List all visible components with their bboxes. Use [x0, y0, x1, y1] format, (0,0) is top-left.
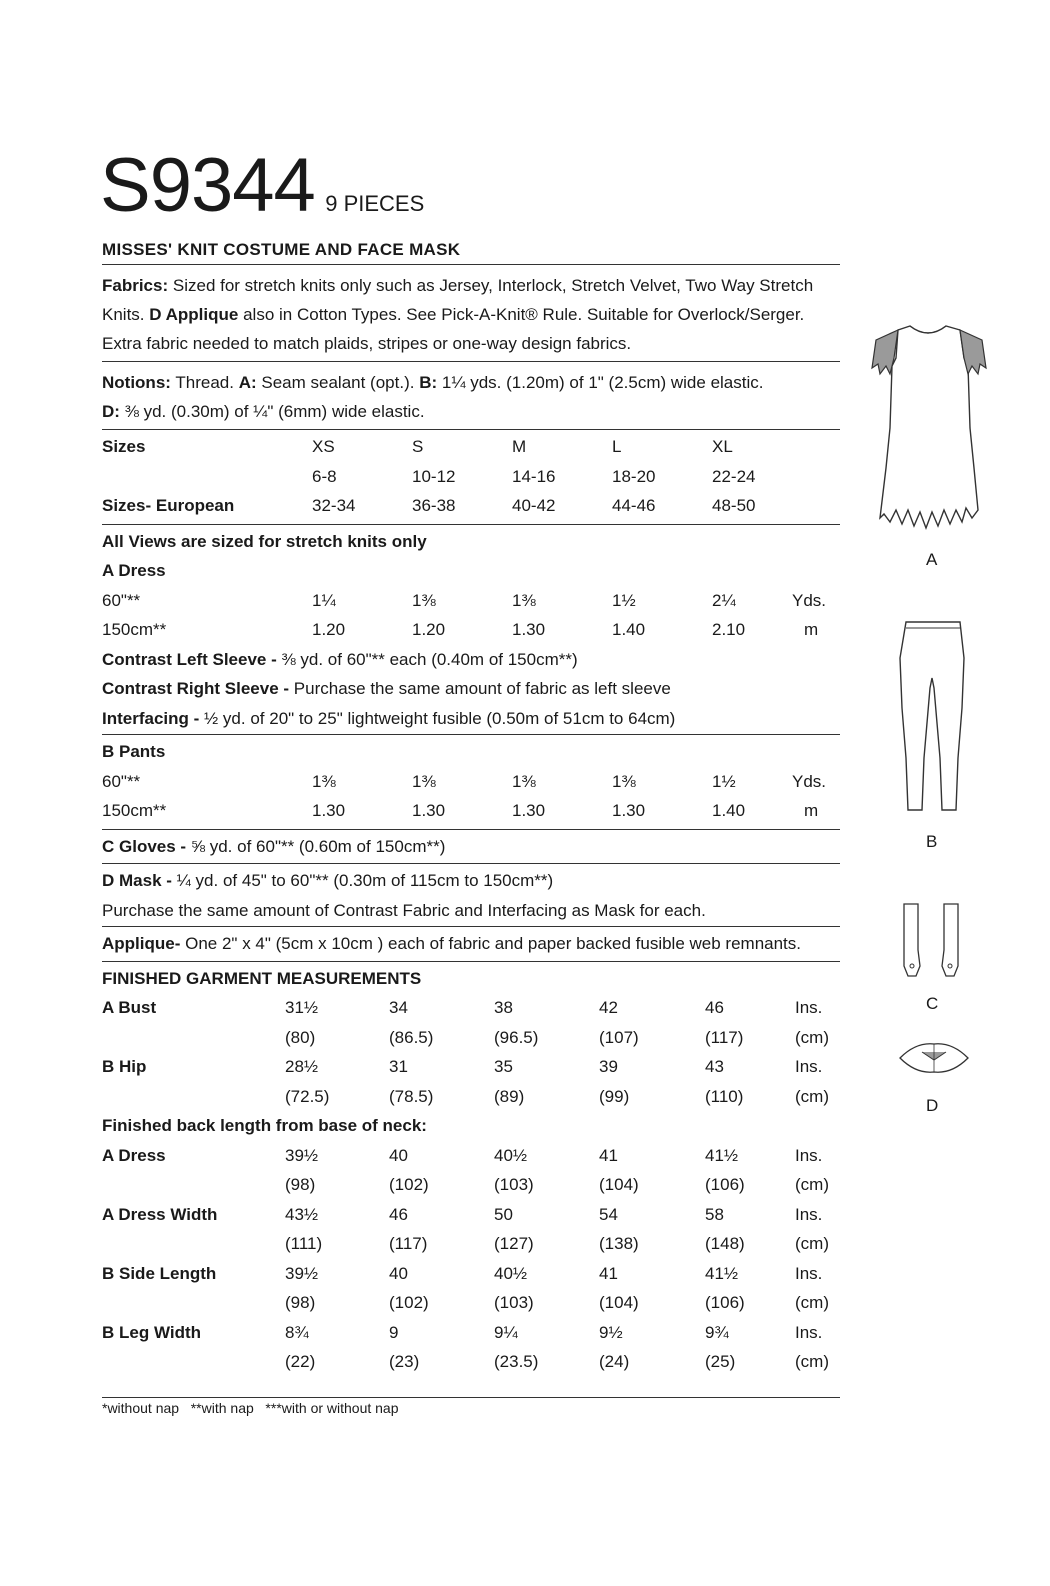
pieces-count: 9 PIECES: [325, 191, 425, 216]
measurement-label: B Hip: [102, 1057, 147, 1076]
mask-note: Purchase the same amount of Contrast Fabric and Interfacing as Mask for each.: [102, 900, 706, 920]
back-length-heading: Finished back length from base of neck:: [102, 1116, 427, 1135]
size-number: 22-24: [712, 466, 756, 486]
yardage-value: 1.20: [412, 620, 446, 639]
unit-cm: (cm): [795, 1027, 829, 1047]
size-number: 10-12: [412, 466, 456, 486]
size-european: 36-38: [412, 496, 456, 515]
mask-label: D Mask -: [102, 871, 172, 890]
interfacing-label: Interfacing -: [102, 708, 200, 728]
measurement-value: 40: [389, 1263, 408, 1283]
measurement-value: 41½: [705, 1145, 739, 1165]
yardage-value: 1½: [712, 771, 736, 791]
left-sleeve-line: [102, 645, 840, 675]
sizes-table: [102, 430, 840, 521]
gloves-label: C Gloves -: [102, 836, 187, 856]
measurement-label: B Side Length: [102, 1263, 217, 1283]
yardage-value: 1⅜: [612, 771, 636, 791]
measurement-cm: (23): [389, 1352, 420, 1371]
yardage-row: [102, 586, 840, 616]
unit-ins: Ins.: [795, 1057, 823, 1076]
size-european: 48-50: [712, 496, 756, 515]
fabrics-section: [102, 265, 840, 361]
right-sleeve-text: Purchase the same amount of fabric as left sleeve: [293, 679, 671, 698]
measurement-value: 54: [599, 1204, 618, 1224]
measurement-cm: (80): [285, 1027, 316, 1047]
applique-label: D Applique: [149, 305, 239, 324]
measurement-row: [102, 1052, 840, 1082]
measurement-cm: (106): [705, 1293, 745, 1312]
measurement-row: [102, 1170, 840, 1200]
a-dress-heading: A Dress: [102, 561, 166, 580]
measurement-value: 39½: [285, 1145, 319, 1165]
divider: [102, 1397, 840, 1398]
notions-thread: Thread.: [175, 373, 234, 392]
divider: [102, 926, 840, 927]
measurement-row: [102, 1347, 840, 1377]
measurement-label: A Dress: [102, 1145, 166, 1165]
yardage-value: 1⅜: [512, 590, 536, 610]
measurement-label: A Bust: [102, 998, 157, 1017]
sizes-european-row: [102, 491, 840, 521]
pattern-title: MISSES' KNIT COSTUME AND FACE MASK: [102, 240, 461, 259]
yardage-value: 1¼: [312, 590, 336, 610]
view-a-label: A: [926, 550, 938, 569]
gloves-line: [102, 832, 840, 862]
measurement-value: 8¾: [285, 1322, 309, 1342]
unit-cm: (cm): [795, 1234, 829, 1253]
left-sleeve-text: ⅜ yd. of 60"** each (0.40m of 150cm**): [281, 649, 578, 669]
measurement-cm: (24): [599, 1352, 630, 1371]
measurement-value: 35: [494, 1057, 513, 1076]
right-sleeve-line: [102, 674, 840, 704]
notions-b-label: B:: [419, 373, 438, 392]
yardage-value: 1.30: [612, 801, 646, 820]
measurement-value: 9: [389, 1322, 399, 1342]
view-d-label: D: [926, 1096, 939, 1115]
measurement-value: 34: [389, 998, 408, 1017]
pattern-number: S9344: [100, 143, 315, 228]
measurement-value: 28½: [285, 1057, 319, 1076]
unit-ins: Ins.: [795, 1322, 823, 1342]
yardage-value: 1½: [612, 590, 636, 610]
measurement-value: 46: [389, 1204, 408, 1224]
measurement-value: 43: [705, 1057, 724, 1076]
notions-b-text: 1¼ yds. (1.20m) of 1" (2.5cm) wide elastic.: [441, 373, 764, 392]
yardage-value: 1⅜: [312, 771, 336, 791]
measurement-value: 58: [705, 1204, 724, 1224]
nap-footnote: *without nap **with nap ***with or without nap: [102, 1400, 399, 1416]
measurements-heading: FINISHED GARMENT MEASUREMENTS: [102, 968, 422, 988]
view-b-label: B: [926, 832, 938, 851]
measurement-value: 41½: [705, 1263, 739, 1283]
yardage-value: 1⅜: [412, 771, 436, 791]
pattern-info: [102, 264, 840, 1377]
notions-a-label: A:: [238, 373, 257, 392]
measurement-row: [102, 1023, 840, 1053]
measurement-cm: (25): [705, 1352, 736, 1371]
measurement-cm: (86.5): [389, 1027, 434, 1047]
yardage-unit: Yds.: [792, 771, 827, 791]
unit-ins: Ins.: [795, 1263, 823, 1283]
measurement-value: 39: [599, 1057, 618, 1076]
measurement-value: 40½: [494, 1145, 528, 1165]
measurement-cm: (103): [494, 1293, 534, 1312]
fabric-width-label: 60"**: [102, 590, 141, 610]
measurement-value: 40: [389, 1145, 408, 1165]
unit-cm: (cm): [795, 1352, 829, 1371]
yardage-row: [102, 615, 840, 645]
fabric-width-label: 150cm**: [102, 801, 167, 820]
yardage-value: 1.30: [512, 801, 546, 820]
fabric-width-label: 150cm**: [102, 620, 167, 639]
fabrics-text-2: also in Cotton Types. See Pick-A-Knit® Rule. Suitable for Overlock/Serger. Extra fabric needed to match plaids, stripes or one-way design fabrics.: [102, 305, 805, 353]
measurement-cm: (110): [705, 1086, 744, 1106]
measurement-cm: (102): [389, 1175, 429, 1194]
size-european: 44-46: [612, 496, 656, 515]
yardage-a-section: [102, 525, 840, 734]
measurement-cm: (72.5): [285, 1086, 330, 1106]
yardage-unit: m: [804, 801, 819, 820]
measurement-cm: (98): [285, 1293, 316, 1312]
measurement-value: 50: [494, 1204, 513, 1224]
notions-a-text: Seam sealant (opt.).: [261, 373, 415, 392]
notions-d-text: ⅜ yd. (0.30m) of ¼" (6mm) wide elastic.: [124, 402, 425, 421]
unit-cm: (cm): [795, 1175, 829, 1194]
measurement-cm: (111): [285, 1234, 323, 1253]
measurement-cm: (78.5): [389, 1086, 434, 1106]
yardage-value: 1⅜: [412, 590, 436, 610]
fabrics-label: Fabrics:: [102, 276, 169, 295]
size-letter: XL: [712, 437, 733, 456]
measurement-value: 39½: [285, 1263, 319, 1283]
interfacing-text: ½ yd. of 20" to 25" lightweight fusible (0.50m of 51cm to 64cm): [204, 708, 676, 728]
unit-ins: Ins.: [795, 998, 823, 1017]
size-european: 32-34: [312, 496, 356, 515]
yardage-unit: Yds.: [792, 590, 827, 610]
measurement-cm: (98): [285, 1175, 316, 1194]
yardage-value: 1.40: [612, 620, 646, 639]
measurement-cm: (107): [599, 1027, 639, 1047]
mask-text: ¼ yd. of 45" to 60"** (0.30m of 115cm to 150cm**): [176, 871, 554, 890]
yardage-value: 1.30: [412, 801, 446, 820]
measurement-value: 40½: [494, 1263, 528, 1283]
size-letter: XS: [312, 437, 335, 456]
measurement-cm: (103): [494, 1175, 534, 1194]
measurement-value: 41: [599, 1145, 618, 1165]
finished-measurements: [102, 962, 840, 1377]
stretch-knits-note: All Views are sized for stretch knits only: [102, 531, 427, 551]
view-b-pants-illustration: [892, 618, 974, 816]
yardage-row: [102, 767, 840, 797]
yardage-unit: m: [804, 620, 819, 639]
unit-cm: (cm): [795, 1293, 829, 1312]
b-pants-heading: B Pants: [102, 742, 166, 761]
mask-line: [102, 866, 840, 896]
measurement-cm: (22): [285, 1352, 316, 1371]
left-sleeve-label: Contrast Left Sleeve -: [102, 649, 277, 669]
measurement-row: [102, 1288, 840, 1318]
yardage-value: 2¼: [712, 590, 736, 610]
yardage-value: 1.20: [312, 620, 346, 639]
measurement-value: 43½: [285, 1204, 319, 1224]
sizes-label: Sizes: [102, 437, 146, 456]
measurement-row: [102, 1141, 840, 1171]
notions-label: Notions:: [102, 373, 171, 392]
mask-section: [102, 864, 840, 925]
measurement-value: 9¾: [705, 1322, 729, 1342]
measurement-cm: (104): [599, 1175, 639, 1194]
divider: [102, 829, 840, 830]
measurement-row: [102, 1259, 840, 1289]
yardage-value: 1.30: [512, 620, 546, 639]
sizes-row: [102, 432, 840, 462]
measurement-row: [102, 1082, 840, 1112]
yardage-row: [102, 796, 840, 826]
size-number: 14-16: [512, 466, 556, 486]
size-letter: L: [612, 437, 622, 456]
size-letter: M: [512, 437, 527, 456]
yardage-b-section: [102, 735, 840, 826]
measurement-label: A Dress Width: [102, 1204, 218, 1224]
measurement-value: 31½: [285, 998, 319, 1017]
measurement-row: [102, 1229, 840, 1259]
measurement-value: 31: [389, 1057, 408, 1076]
size-european: 40-42: [512, 496, 556, 515]
measurement-row: [102, 993, 840, 1023]
measurement-value: 46: [705, 998, 724, 1017]
measurement-cm: (23.5): [494, 1352, 539, 1371]
measurement-value: 41: [599, 1263, 618, 1283]
measurement-cm: (89): [494, 1086, 525, 1106]
measurement-cm: (117): [705, 1027, 744, 1047]
measurement-cm: (117): [389, 1234, 428, 1253]
measurement-cm: (138): [599, 1234, 639, 1253]
applique-text: One 2" x 4" (5cm x 10cm ) each of fabric and paper backed fusible web remnants.: [185, 934, 802, 953]
size-number: 6-8: [312, 466, 337, 486]
view-d-mask-illustration: [896, 1038, 972, 1078]
size-number: 18-20: [612, 466, 656, 486]
measurement-label: B Leg Width: [102, 1322, 201, 1342]
gloves-text: ⅝ yd. of 60"** (0.60m of 150cm**): [190, 836, 446, 856]
notions-d-label: D:: [102, 402, 120, 421]
unit-cm: (cm): [795, 1086, 829, 1106]
measurement-cm: (104): [599, 1293, 639, 1312]
measurement-value: 9¼: [494, 1322, 518, 1342]
measurement-cm: (99): [599, 1086, 630, 1106]
yardage-value: 2.10: [712, 620, 746, 639]
measurement-cm: (102): [389, 1293, 429, 1312]
unit-ins: Ins.: [795, 1145, 823, 1165]
sizes-numbers-row: [102, 462, 840, 492]
right-sleeve-label: Contrast Right Sleeve -: [102, 679, 290, 698]
sizes-european-label: Sizes- European: [102, 496, 235, 515]
measurement-row: [102, 1318, 840, 1348]
measurement-value: 9½: [599, 1322, 623, 1342]
measurement-cm: (96.5): [494, 1027, 539, 1047]
pattern-header: [100, 143, 425, 228]
view-c-gloves-illustration: [898, 900, 970, 982]
yardage-value: 1⅜: [512, 771, 536, 791]
interfacing-line: [102, 704, 840, 734]
measurement-cm: (106): [705, 1175, 745, 1194]
measurement-cm: (148): [705, 1234, 745, 1253]
measurement-cm: (127): [494, 1234, 534, 1253]
view-a-dress-illustration: [868, 318, 988, 548]
fabric-width-label: 60"**: [102, 771, 141, 791]
notions-section: [102, 362, 840, 429]
measurement-value: 38: [494, 998, 513, 1017]
yardage-value: 1.30: [312, 801, 346, 820]
measurement-row: [102, 1200, 840, 1230]
applique-heading: Applique-: [102, 934, 181, 953]
applique-line: [102, 929, 840, 959]
fabrics-text: Sized for stretch knits only such as Jersey, Interlock, Stretch Velvet, Two Way Stretch Knits.: [102, 276, 814, 324]
yardage-value: 1.40: [712, 801, 746, 820]
size-letter: S: [412, 437, 424, 456]
measurement-value: 42: [599, 998, 618, 1017]
unit-ins: Ins.: [795, 1204, 823, 1224]
view-c-label: C: [926, 994, 939, 1013]
